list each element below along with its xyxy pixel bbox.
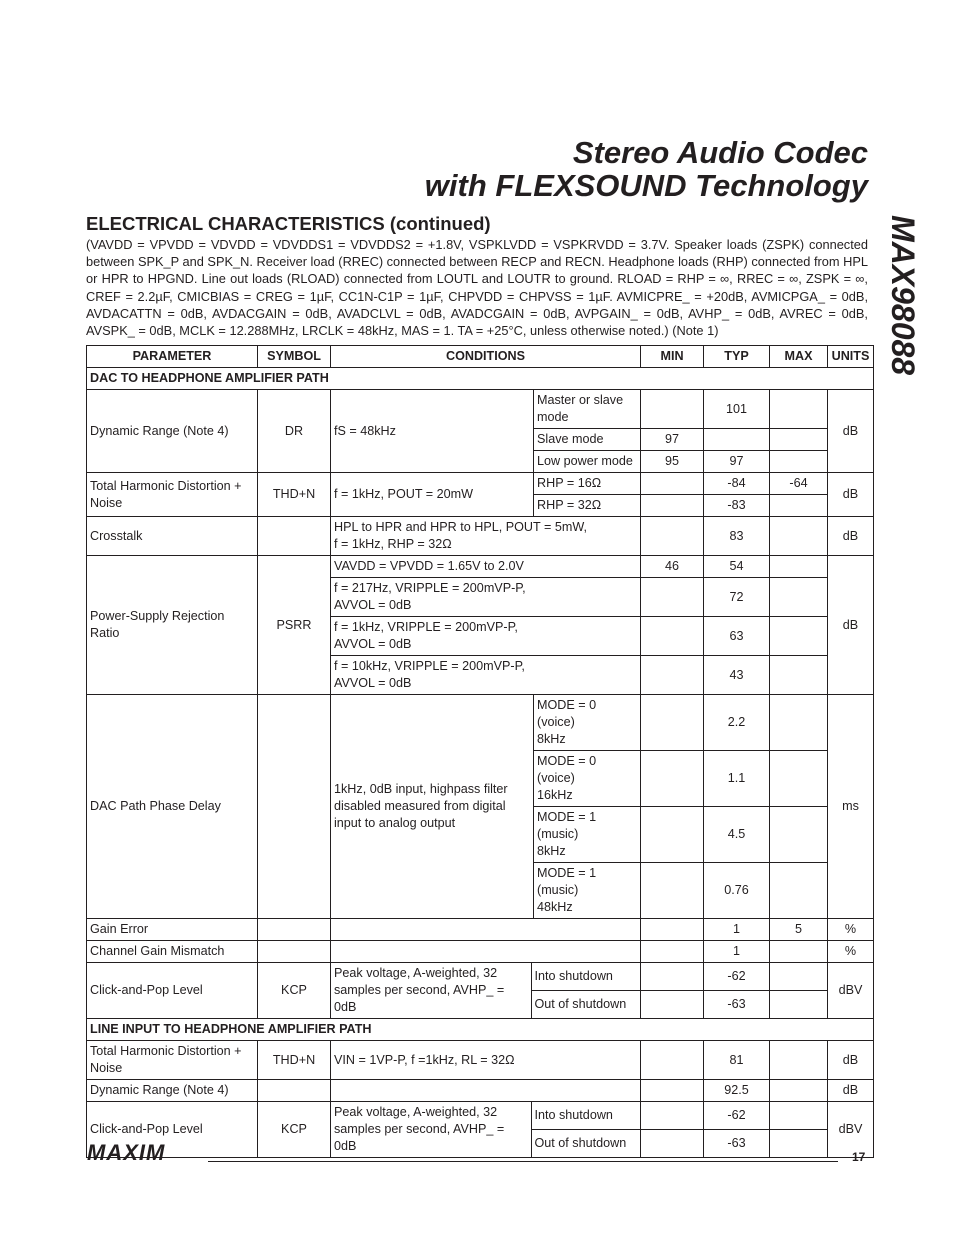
typ-pd-3: 0.76 [704, 863, 770, 919]
subcond-pd-3-l1: MODE = 1 (music) [537, 866, 597, 897]
table-row [87, 1102, 874, 1130]
table-row [87, 963, 874, 991]
cond-click-pop-2-main: Peak voltage, A-weighted, 32 samples per second, AVHP_ = 0dB [331, 1102, 531, 1157]
header-typ: TYP [704, 346, 770, 368]
cond-crosstalk-l1: HPL to HPR and HPR to HPL, POUT = 5mW, [334, 520, 588, 534]
table-row [87, 390, 874, 429]
min-crosstalk [641, 517, 704, 556]
click-pop-1-subtable [331, 963, 640, 1018]
subcond-pd-1-l1: MODE = 0 (voice) [537, 754, 597, 785]
units-gain-error: % [828, 919, 874, 941]
subcond-cp1-1: Out of shutdown [534, 997, 627, 1011]
min-thd-1 [641, 495, 704, 517]
subcond-cp2-1: Out of shutdown [534, 1136, 627, 1150]
subcond-cp1-0: Into shutdown [531, 963, 640, 991]
max-thd-1 [770, 495, 828, 517]
typ-pd-1: 1.1 [704, 751, 770, 807]
part-number-sidebar: MAX98088 [885, 215, 921, 376]
subcond-thd-0: RHP = 16Ω [534, 473, 641, 495]
subcond-pd-1-l2: 16kHz [537, 788, 573, 802]
cond-psrr-2 [331, 617, 641, 656]
section-line-to-hp: LINE INPUT TO HEADPHONE AMPLIFIER PATH [87, 1019, 874, 1041]
symbol-thd-2: THD+N [258, 1041, 331, 1080]
min-thd-0 [641, 473, 704, 495]
max-psrr-1 [770, 578, 828, 617]
param-gain-error: Gain Error [87, 919, 258, 941]
max-psrr-3 [770, 656, 828, 695]
symbol-click-pop-1: KCP [258, 963, 331, 1019]
typ-cp2-0: -62 [704, 1102, 770, 1130]
param-psrr: Power-Supply Rejection Ratio [87, 556, 258, 695]
page-number: 17 [852, 1150, 866, 1164]
cond-psrr-2-l2: AVVOL = 0dB [334, 637, 412, 651]
min-psrr-3 [641, 656, 704, 695]
min-pd-1 [641, 751, 704, 807]
subcond-dr-2: Low power mode [534, 451, 641, 473]
param-phase-delay: DAC Path Phase Delay [87, 695, 258, 919]
cond-psrr-1-l2: AVVOL = 0dB [334, 598, 412, 612]
symbol-dr: DR [258, 390, 331, 473]
subcond-pd-0 [534, 695, 641, 751]
cond-dr: fS = 48kHz [331, 390, 534, 473]
subcond-dr-1: Slave mode [534, 429, 641, 451]
subcond-thd-1: RHP = 32Ω [534, 495, 641, 517]
table-row [87, 941, 874, 963]
subcond-pd-2 [534, 807, 641, 863]
param-dynamic-range-2: Dynamic Range (Note 4) [87, 1080, 258, 1102]
min-gain-mismatch [641, 941, 704, 963]
units-psrr: dB [828, 556, 874, 695]
cond-thd-2: VIN = 1VP-P, f =1kHz, RL = 32Ω [331, 1041, 641, 1080]
cond-psrr-1-l1: f = 217Hz, VRIPPLE = 200mVP-P, [334, 581, 526, 595]
max-dr-2 [770, 451, 828, 473]
cond-crosstalk [331, 517, 641, 556]
table-row [331, 963, 640, 991]
typ-cp1-0: -62 [704, 963, 770, 991]
subcond-pd-1 [534, 751, 641, 807]
table-row [87, 695, 874, 751]
min-psrr-2 [641, 617, 704, 656]
click-pop-2-subtable [331, 1102, 640, 1157]
min-dynamic-range-2 [641, 1080, 704, 1102]
param-thd-2: Total Harmonic Distortion + Noise [87, 1041, 258, 1080]
min-dr-2: 95 [641, 451, 704, 473]
document-title [425, 136, 868, 202]
typ-psrr-3: 43 [704, 656, 770, 695]
symbol-phase-delay [258, 695, 331, 919]
max-thd-0: -64 [770, 473, 828, 495]
max-dr-1 [770, 429, 828, 451]
typ-crosstalk: 83 [704, 517, 770, 556]
header-row [87, 346, 874, 368]
typ-cp2-1: -63 [704, 1130, 770, 1158]
typ-thd-2: 81 [704, 1041, 770, 1080]
param-click-pop-2: Click-and-Pop Level [87, 1102, 258, 1158]
table-row [87, 1041, 874, 1080]
max-crosstalk [770, 517, 828, 556]
subcond-pd-0-l2: 8kHz [537, 732, 566, 746]
min-pd-0 [641, 695, 704, 751]
cond-psrr-3-l1: f = 10kHz, VRIPPLE = 200mVP-P, [334, 659, 525, 673]
max-cp2-1 [770, 1130, 828, 1158]
subcond-pd-2-l2: 8kHz [537, 844, 566, 858]
subcond-dr-0: Master or slave mode [534, 390, 641, 429]
cond-psrr-3 [331, 656, 641, 695]
typ-pd-0: 2.2 [704, 695, 770, 751]
maxim-logo [87, 1143, 201, 1168]
param-click-pop-1: Click-and-Pop Level [87, 963, 258, 1019]
typ-dr-0: 101 [704, 390, 770, 429]
cond-click-pop-1-main: Peak voltage, A-weighted, 32 samples per second, AVHP_ = 0dB [331, 963, 531, 1018]
maxim-logo-icon [87, 1143, 201, 1163]
cond-psrr-2-l1: f = 1kHz, VRIPPLE = 200mVP-P, [334, 620, 518, 634]
subcond-pd-0-l1: MODE = 0 (voice) [537, 698, 597, 729]
max-dynamic-range-2 [770, 1080, 828, 1102]
symbol-dynamic-range-2 [258, 1080, 331, 1102]
cond-gain-error [331, 919, 641, 941]
max-pd-2 [770, 807, 828, 863]
symbol-psrr: PSRR [258, 556, 331, 695]
cond-click-pop-2 [331, 1102, 641, 1158]
min-pd-2 [641, 807, 704, 863]
max-pd-1 [770, 751, 828, 807]
cond-thd: f = 1kHz, POUT = 20mW [331, 473, 534, 517]
cond-psrr-1 [331, 578, 641, 617]
cond-dynamic-range-2 [331, 1080, 641, 1102]
test-conditions: (VAVDD = VPVDD = VDVDD = VDVDDS1 = VDVDDS2 = +1.8V, VSPKLVDD = VSPKRVDD = 3.7V. Speaker loads (ZSPK) connected between SPK_P and SPK_N. Receiver load (RREC) connected between RECP and RECN. Headphone loads (RHP) connected from HPL or HPR to HPGND. Line out loads (RLOAD) connected from LOUTL and LOUTR to ground. RLOAD = RHP = ∞, RREC = ∞, ZSPK = ∞, CREF = 2.2µF, CMICBIAS = CREG = 1µF, CC1N-C1P = 1µF, CHPVDD = CHPVSS = 1µF. AVMICPRE_ = +20dB, AVMICPGA_ = 0dB, AVDACATTN = 0dB, AVDACGAIN = 0dB, AVADCLVL = 0dB, AVADCGAIN = 0dB, AVPGAIN_ = 0dB, AVHP_ = 0dB, AVREC = 0dB, AVSPK_ = 0dB, MCLK = 12.288MHz, LRCLK = 48kHz, MAS = 1. TA = +25°C, unless otherwise noted.) (Note 1) [86, 237, 868, 339]
max-thd-2 [770, 1041, 828, 1080]
min-gain-error [641, 919, 704, 941]
param-gain-mismatch: Channel Gain Mismatch [87, 941, 258, 963]
min-thd-2 [641, 1041, 704, 1080]
header-conditions: CONDITIONS [331, 346, 641, 368]
min-pd-3 [641, 863, 704, 919]
table-row [87, 473, 874, 495]
param-crosstalk: Crosstalk [87, 517, 258, 556]
units-dr: dB [828, 390, 874, 473]
symbol-gain-mismatch [258, 941, 331, 963]
header-symbol: SYMBOL [258, 346, 331, 368]
units-crosstalk: dB [828, 517, 874, 556]
max-cp2-0 [770, 1102, 828, 1130]
min-psrr-1 [641, 578, 704, 617]
max-pd-3 [770, 863, 828, 919]
subcond-pd-2-l1: MODE = 1 (music) [537, 810, 597, 841]
cond-gain-mismatch [331, 941, 641, 963]
units-dynamic-range-2: dB [828, 1080, 874, 1102]
subcond-pd-3-l2: 48kHz [537, 900, 573, 914]
units-phase-delay: ms [828, 695, 874, 919]
typ-thd-1: -83 [704, 495, 770, 517]
max-gain-error: 5 [770, 919, 828, 941]
subcond-cp2-0: Into shutdown [531, 1102, 640, 1130]
max-pd-0 [770, 695, 828, 751]
typ-psrr-0: 54 [704, 556, 770, 578]
min-cp2-1 [641, 1130, 704, 1158]
table-row [87, 517, 874, 556]
cond-phase-delay: 1kHz, 0dB input, highpass filter disabled measured from digital input to analog output [331, 695, 534, 919]
typ-pd-2: 4.5 [704, 807, 770, 863]
min-cp2-0 [641, 1102, 704, 1130]
title-line-2: with FLEXSOUND Technology [424, 168, 868, 203]
param-thd: Total Harmonic Distortion + Noise [87, 473, 258, 517]
min-dr-1: 97 [641, 429, 704, 451]
title-line-1: Stereo Audio Codec [572, 135, 868, 170]
typ-psrr-1: 72 [704, 578, 770, 617]
min-cp1-1 [641, 991, 704, 1019]
footer-rule [208, 1161, 838, 1162]
max-psrr-2 [770, 617, 828, 656]
section-dac-to-hp: DAC TO HEADPHONE AMPLIFIER PATH [87, 368, 874, 390]
header-units: UNITS [828, 346, 874, 368]
min-psrr-0: 46 [641, 556, 704, 578]
maxim-logo-text: MAXIM [87, 1143, 166, 1163]
symbol-click-pop-2: KCP [258, 1102, 331, 1158]
typ-dynamic-range-2: 92.5 [704, 1080, 770, 1102]
electrical-characteristics-table [86, 345, 874, 1158]
header-parameter: PARAMETER [87, 346, 258, 368]
symbol-crosstalk [258, 517, 331, 556]
units-gain-mismatch: % [828, 941, 874, 963]
section-row [87, 1019, 874, 1041]
typ-dr-1 [704, 429, 770, 451]
cond-crosstalk-l2: f = 1kHz, RHP = 32Ω [334, 537, 452, 551]
typ-dr-2: 97 [704, 451, 770, 473]
cond-psrr-3-l2: AVVOL = 0dB [334, 676, 412, 690]
max-cp1-0 [770, 963, 828, 991]
symbol-gain-error [258, 919, 331, 941]
typ-gain-mismatch: 1 [704, 941, 770, 963]
table-row [331, 1102, 640, 1130]
header-max: MAX [770, 346, 828, 368]
units-thd: dB [828, 473, 874, 517]
max-psrr-0 [770, 556, 828, 578]
typ-cp1-1: -63 [704, 991, 770, 1019]
symbol-thd: THD+N [258, 473, 331, 517]
header-min: MIN [641, 346, 704, 368]
cond-click-pop-1 [331, 963, 641, 1019]
param-dynamic-range: Dynamic Range (Note 4) [87, 390, 258, 473]
min-cp1-0 [641, 963, 704, 991]
min-dr-0 [641, 390, 704, 429]
max-cp1-1 [770, 991, 828, 1019]
max-dr-0 [770, 390, 828, 429]
table-row [87, 556, 874, 578]
table-row [87, 919, 874, 941]
units-click-pop-2: dBV [828, 1102, 874, 1158]
typ-thd-0: -84 [704, 473, 770, 495]
units-click-pop-1: dBV [828, 963, 874, 1019]
typ-gain-error: 1 [704, 919, 770, 941]
units-thd-2: dB [828, 1041, 874, 1080]
section-row [87, 368, 874, 390]
max-gain-mismatch [770, 941, 828, 963]
cond-psrr-0: VAVDD = VPVDD = 1.65V to 2.0V [331, 556, 641, 578]
table-row [87, 1080, 874, 1102]
subcond-pd-3 [534, 863, 641, 919]
typ-psrr-2: 63 [704, 617, 770, 656]
section-title: ELECTRICAL CHARACTERISTICS (continued) [86, 213, 491, 234]
